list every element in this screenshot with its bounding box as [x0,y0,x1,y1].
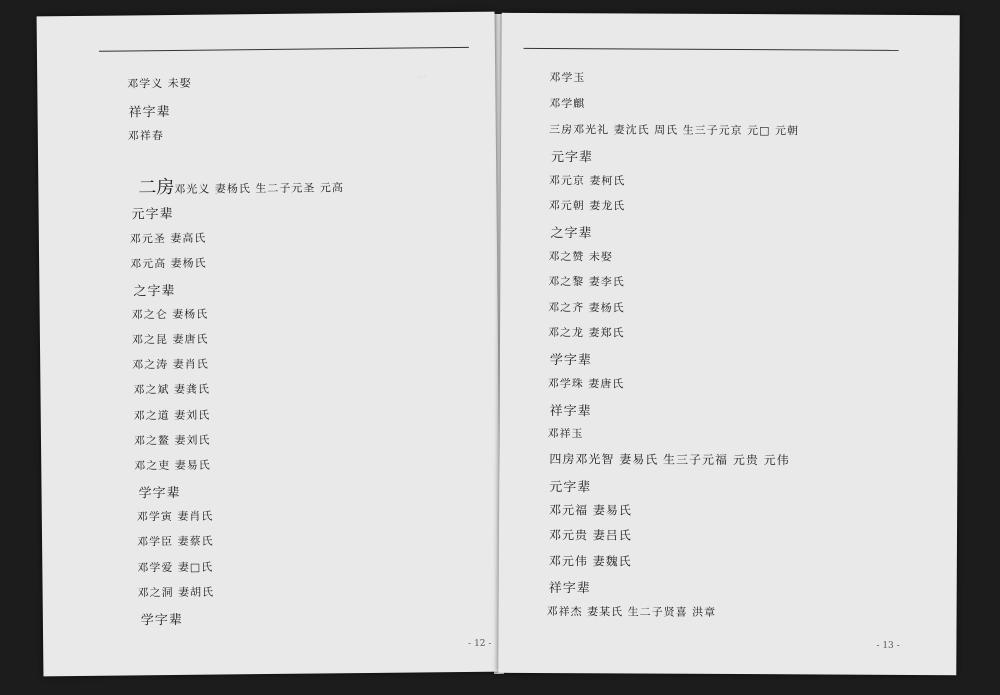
entry-line: 邓元伟 妻魏氏 [548,554,632,569]
generation-heading: 之字辈 [133,283,176,300]
generation-heading: 祥字辈 [549,404,592,420]
entry-line: 邓之赞 未娶 [548,250,613,264]
branch-title: 二房 [138,176,175,199]
header-rule [524,48,899,51]
left-page [37,12,502,677]
entry-line: 邓之鳌 妻刘氏 [133,433,211,448]
entry-line: 邓之仑 妻杨氏 [131,307,209,322]
generation-heading: 祥字辈 [548,581,591,597]
generation-heading: 元字辈 [549,480,592,496]
entry-line: 邓元贵 妻吕氏 [548,528,632,543]
bleed-through-text: ··· [417,72,427,84]
entry-line: 邓元圣 妻高氏 [129,231,207,246]
entry-line: 邓学爱 妻□氏 [137,560,214,575]
branch-heading: 四房邓光智 妻易氏 生三子元福 元贵 元伟 [549,452,790,468]
entry-line: 邓学珠 妻唐氏 [547,377,625,391]
entry-line: 邓祥杰 妻某氏 生二子贤喜 洪章 [546,605,717,619]
entry-line: 邓学义 未娶 [127,76,192,91]
entry-line: 邓学寅 妻肖氏 [136,509,214,524]
entry-line: 邓元高 妻杨氏 [130,256,207,271]
generation-heading: 学字辈 [549,353,592,369]
entry-line: 邓之涛 妻肖氏 [132,357,209,372]
branch-heading [138,171,344,199]
header-rule [99,47,469,52]
entry-line: 邓学麒 [549,97,586,111]
generation-heading: 祥字辈 [128,105,171,121]
entry-line: 邓之黎 妻李氏 [548,275,625,289]
generation-heading: 元字辈 [131,206,174,223]
entry-line: 邓之龙 妻郑氏 [548,326,625,340]
generation-heading: 学字辈 [138,485,181,502]
generation-heading: 元字辈 [550,150,594,166]
branch-detail: 邓光义 妻杨氏 生二子元圣 元高 [174,181,344,196]
entry-line: 邓之洞 妻胡氏 [137,585,215,600]
entry-line: 邓之斌 妻龚氏 [133,382,211,397]
right-page [498,13,959,675]
entry-line: 邓祥春 [127,129,164,143]
entry-line: 邓学臣 妻蔡氏 [136,534,214,549]
entry-line: 邓元福 妻易氏 [549,503,632,518]
entry-line: 三房邓光礼 妻沈氏 周氏 生三子元京 元□ 元朝 [549,123,800,138]
page-number: - 12 - [468,638,492,649]
generation-heading: 之字辈 [550,226,593,242]
entry-line: 邓之齐 妻杨氏 [548,301,625,315]
entry-line: 邓之吏 妻易氏 [134,458,211,473]
entry-line: 邓学玉 [549,71,586,85]
page-number: - 13 - [876,640,900,651]
entry-line: 邓祥玉 [547,427,584,441]
entry-line: 邓之昆 妻唐氏 [131,332,209,347]
entry-line: 邓元朝 妻龙氏 [548,199,626,213]
generation-heading: 学字辈 [140,612,183,629]
entry-line: 邓元京 妻柯氏 [548,174,626,188]
entry-line: 邓之道 妻刘氏 [133,408,211,423]
